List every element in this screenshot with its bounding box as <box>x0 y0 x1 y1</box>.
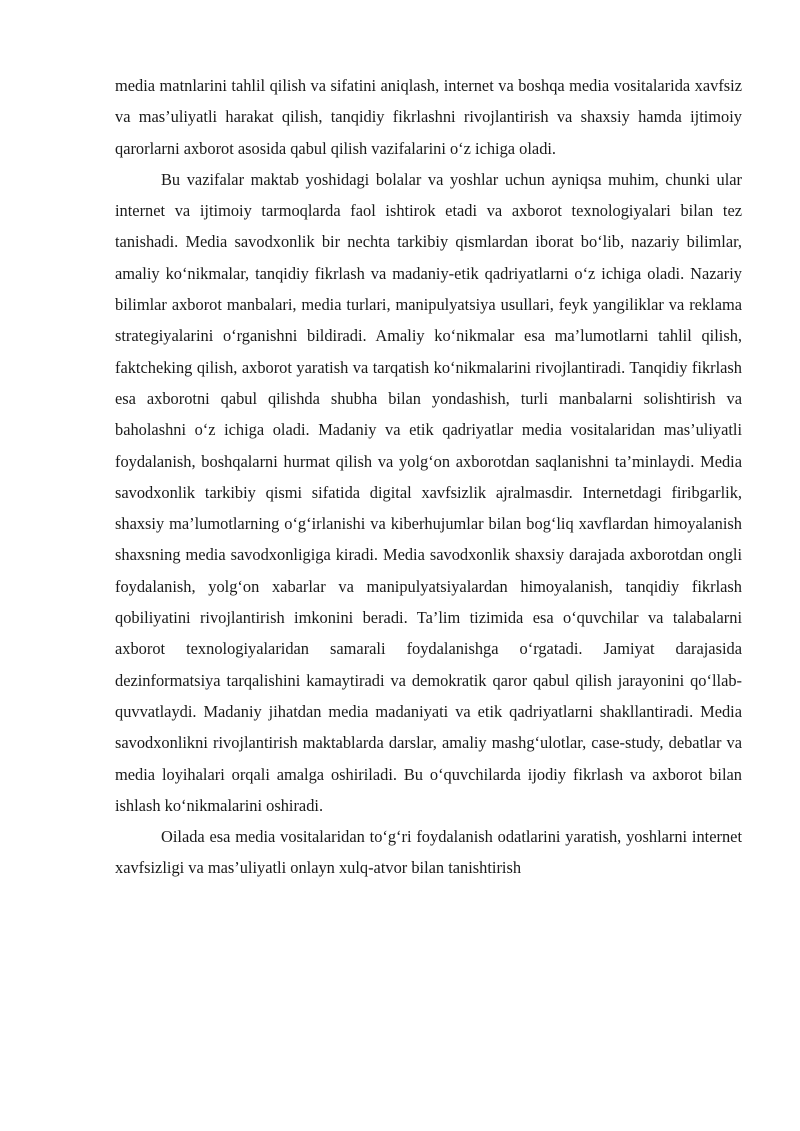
paragraph-family-role: Oilada esa media vositalaridan to‘g‘ri foydalanish odatlarini yaratish, yoshlarni internet xavfsizligi va mas’uliyatli onlayn xulq-atvor bilan tanishtirish <box>115 827 742 878</box>
paragraph-continuation: media matnlarini tahlil qilish va sifatini aniqlash, internet va boshqa media vositalarida xavfsiz va mas’uliyatli harakat qilish, tanqidiy fikrlashni rivojlantirish va shaxsiy hamda ijtimoiy qarorlarni axborot asosida qabul qilish vazifalarini o‘z ichiga oladi. <box>115 76 742 158</box>
paragraph-media-literacy-components: Bu vazifalar maktab yoshidagi bolalar va yoshlar uchun ayniqsa muhim, chunki ular internet va ijtimoiy tarmoqlarda faol ishtirok etadi va axborot texnologiyalari bilan tez tanishadi. Media savodxonlik bir nechta tarkibiy qismlardan iborat bo‘lib, nazariy bilimlar, amaliy ko‘nikmalar, tanqidiy fikrlash va madaniy-etik qadriyatlarni o‘z ichiga oladi. Nazariy bilimlar axborot manbalari, media turlari, manipulyatsiya usullari, feyk yangiliklar va reklama strategiyalarini o‘rganishni bildiradi. Amaliy ko‘nikmalar esa ma’lumotlarni tahlil qilish, faktcheking qilish, axborot yaratish va tarqatish ko‘nikmalarini rivojlantiradi. Tanqidiy fikrlash esa axborotni qabul qilishda shubha bilan yondashish, turli manbalarni solishtirish va baholashni o‘z ichiga oladi. Madaniy va etik qadriyatlar media vositalaridan mas’uliyatli foydalanish, boshqalarni hurmat qilish va yolg‘on axborotdan saqlanishni ta’minlaydi. Media savodxonlik tarkibiy qismi sifatida digital xavfsizlik ajralmasdir. Internetdagi firibgarlik, shaxsiy ma’lumotlarning o‘g‘irlanishi va kiberhujumlar bilan bog‘liq xavflardan himoyalanish shaxsning media savodxonligiga kiradi. Media savodxonlik shaxsiy darajada axborotdan ongli foydalanish, yolg‘on xabarlar va manipulyatsiyalardan himoyalanish, tanqidiy fikrlash qobiliyatini rivojlantirish imkonini beradi. Ta’lim tizimida esa o‘quvchilar va talabalarni axborot texnologiyalaridan samarali foydalanishga o‘rgatadi. Jamiyat darajasida dezinformatsiya tarqalishini kamaytiradi va demokratik qaror qabul qilish jarayonini qo‘llab-quvvatlaydi. Madaniy jihatdan media madaniyati va etik qadriyatlarni shakllantiradi. Media savodxonlikni rivojlantirish maktablarda darslar, amaliy mashg‘ulotlar, case-study, debatlar va media loyihalari orqali amalga oshiriladi. Bu o‘quvchilarda ijodiy fikrlash va axborot bilan ishlash ko‘nikmalarini oshiradi. <box>115 169 742 815</box>
document-page <box>115 70 742 884</box>
